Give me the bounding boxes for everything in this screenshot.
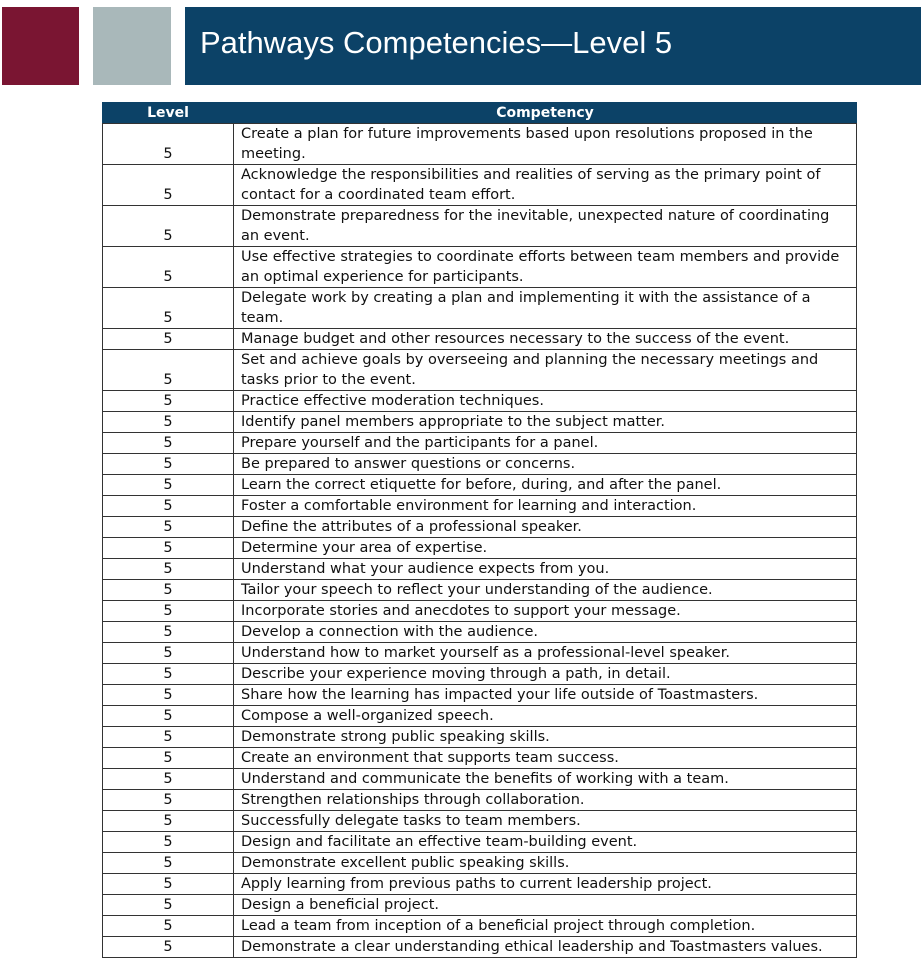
level-cell: 5 (103, 475, 234, 496)
level-cell: 5 (103, 874, 234, 895)
competency-cell: Compose a well-organized speech. (234, 706, 857, 727)
table-row (103, 769, 857, 790)
table-row (103, 559, 857, 580)
level-cell: 5 (103, 580, 234, 601)
level-cell: 5 (103, 685, 234, 706)
level-cell: 5 (103, 288, 234, 329)
table-row (103, 206, 857, 247)
competency-cell: Demonstrate excellent public speaking skills. (234, 853, 857, 874)
competency-cell: Understand how to market yourself as a professional-level speaker. (234, 643, 857, 664)
gray-accent-block (93, 7, 171, 85)
competency-cell: Demonstrate strong public speaking skills. (234, 727, 857, 748)
table-row (103, 433, 857, 454)
competency-cell: Share how the learning has impacted your life outside of Toastmasters. (234, 685, 857, 706)
level-cell: 5 (103, 811, 234, 832)
competency-cell: Manage budget and other resources necessary to the success of the event. (234, 329, 857, 350)
table-row (103, 165, 857, 206)
competency-cell: Design a beneficial project. (234, 895, 857, 916)
level-cell: 5 (103, 895, 234, 916)
table-row (103, 874, 857, 895)
competency-cell: Demonstrate a clear understanding ethical leadership and Toastmasters values. (234, 937, 857, 958)
level-cell: 5 (103, 412, 234, 433)
table-row (103, 622, 857, 643)
table-row (103, 853, 857, 874)
level-cell: 5 (103, 454, 234, 475)
table-row (103, 727, 857, 748)
competency-cell: Use effective strategies to coordinate efforts between team members and provide an optimal experience for participants. (234, 247, 857, 288)
level-cell: 5 (103, 329, 234, 350)
level-cell: 5 (103, 601, 234, 622)
table-row (103, 350, 857, 391)
competency-cell: Develop a connection with the audience. (234, 622, 857, 643)
level-cell: 5 (103, 706, 234, 727)
competency-cell: Acknowledge the responsibilities and realities of serving as the primary point of contact for a coordinated team effort. (234, 165, 857, 206)
competency-cell: Tailor your speech to reflect your understanding of the audience. (234, 580, 857, 601)
table-row (103, 496, 857, 517)
table-row (103, 937, 857, 958)
table-row (103, 288, 857, 329)
table-row (103, 664, 857, 685)
table-row (103, 832, 857, 853)
column-header-level: Level (103, 103, 234, 124)
level-cell: 5 (103, 727, 234, 748)
competency-cell: Design and facilitate an effective team-building event. (234, 832, 857, 853)
level-cell: 5 (103, 916, 234, 937)
level-cell: 5 (103, 124, 234, 165)
table-body (103, 124, 857, 958)
competency-cell: Set and achieve goals by overseeing and planning the necessary meetings and tasks prior to the event. (234, 350, 857, 391)
competency-cell: Successfully delegate tasks to team members. (234, 811, 857, 832)
competency-cell: Learn the correct etiquette for before, during, and after the panel. (234, 475, 857, 496)
level-cell: 5 (103, 937, 234, 958)
competency-cell: Incorporate stories and anecdotes to support your message. (234, 601, 857, 622)
level-cell: 5 (103, 206, 234, 247)
competency-cell: Foster a comfortable environment for learning and interaction. (234, 496, 857, 517)
table-row (103, 412, 857, 433)
table-row (103, 454, 857, 475)
maroon-accent-block (2, 7, 79, 85)
table-row (103, 916, 857, 937)
level-cell: 5 (103, 748, 234, 769)
level-cell: 5 (103, 538, 234, 559)
table-row (103, 685, 857, 706)
level-cell: 5 (103, 664, 234, 685)
table-row (103, 895, 857, 916)
competency-cell: Describe your experience moving through a path, in detail. (234, 664, 857, 685)
competency-cell: Practice effective moderation techniques. (234, 391, 857, 412)
competency-cell: Delegate work by creating a plan and implementing it with the assistance of a team. (234, 288, 857, 329)
competency-cell: Strengthen relationships through collaboration. (234, 790, 857, 811)
table-row (103, 391, 857, 412)
table-row (103, 124, 857, 165)
level-cell: 5 (103, 350, 234, 391)
level-cell: 5 (103, 433, 234, 454)
competency-cell: Lead a team from inception of a beneficial project through completion. (234, 916, 857, 937)
level-cell: 5 (103, 247, 234, 288)
table-row (103, 706, 857, 727)
competency-cell: Be prepared to answer questions or concerns. (234, 454, 857, 475)
level-cell: 5 (103, 517, 234, 538)
competency-cell: Understand and communicate the benefits of working with a team. (234, 769, 857, 790)
page-title: Pathways Competencies—Level 5 (200, 25, 673, 60)
level-cell: 5 (103, 496, 234, 517)
table-row (103, 601, 857, 622)
level-cell: 5 (103, 165, 234, 206)
table-row (103, 748, 857, 769)
level-cell: 5 (103, 790, 234, 811)
competency-table (102, 102, 857, 958)
competency-cell: Apply learning from previous paths to current leadership project. (234, 874, 857, 895)
competency-cell: Define the attributes of a professional speaker. (234, 517, 857, 538)
level-cell: 5 (103, 769, 234, 790)
table-row (103, 329, 857, 350)
level-cell: 5 (103, 622, 234, 643)
level-cell: 5 (103, 559, 234, 580)
level-cell: 5 (103, 832, 234, 853)
level-cell: 5 (103, 853, 234, 874)
competency-cell: Identify panel members appropriate to the subject matter. (234, 412, 857, 433)
table-row (103, 790, 857, 811)
level-cell: 5 (103, 643, 234, 664)
competency-cell: Understand what your audience expects from you. (234, 559, 857, 580)
table-row (103, 475, 857, 496)
competency-table-container (102, 102, 856, 958)
table-row (103, 580, 857, 601)
table-row (103, 247, 857, 288)
competency-cell: Create a plan for future improvements based upon resolutions proposed in the meeting. (234, 124, 857, 165)
competency-cell: Determine your area of expertise. (234, 538, 857, 559)
table-row (103, 538, 857, 559)
competency-cell: Demonstrate preparedness for the inevitable, unexpected nature of coordinating an event. (234, 206, 857, 247)
competency-cell: Create an environment that supports team success. (234, 748, 857, 769)
table-row (103, 811, 857, 832)
table-row (103, 643, 857, 664)
table-row (103, 517, 857, 538)
competency-cell: Prepare yourself and the participants for a panel. (234, 433, 857, 454)
title-bar (185, 7, 921, 85)
level-cell: 5 (103, 391, 234, 412)
column-header-competency: Competency (234, 103, 857, 124)
table-header-row (103, 103, 857, 124)
